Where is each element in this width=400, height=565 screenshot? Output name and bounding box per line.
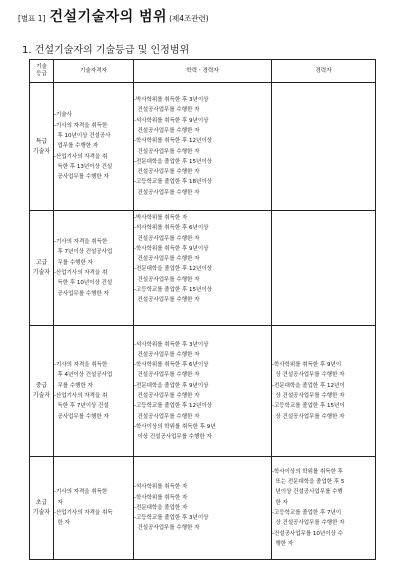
criteria-line: -학사학위를 취득한 후 9년이상 (134, 245, 209, 252)
grade-cell (30, 457, 54, 560)
criteria-line: -산업기사의 자격을 취 (54, 393, 108, 399)
criteria-line: 공사업무를 수행한 자 (54, 413, 109, 420)
qualification-cell (54, 457, 134, 560)
criteria-line: 건설공사업무를 수행한 자 (134, 372, 200, 379)
table-body (30, 83, 376, 560)
criteria-line: -석사학위를 취득한 자 (134, 484, 188, 491)
criteria-line: 후 10년이상 건설공사 (54, 133, 111, 140)
criteria-line: -기사의 자격을 취득한 (54, 239, 108, 246)
criteria-line: -기사의 자격을 취득한 (54, 489, 108, 496)
technician-grade-table (29, 59, 376, 560)
criteria-line: 건설공사업무를 수행한 자 (134, 127, 200, 134)
criteria-line: -박사학위를 취득한 후 3년이상 (134, 97, 209, 104)
document-title: 건설기술자의 범위 (49, 9, 168, 25)
grade-label-line: 기술자 (32, 147, 51, 155)
criteria-line: -건설공사업무를 10년이상 수 (272, 530, 343, 537)
criteria-line: 상 건설공사업무를 수행한 자 (272, 413, 345, 420)
grade-label-line: 기술자 (32, 392, 51, 399)
appendix-tag: [별표 1] (18, 14, 46, 23)
criteria-line: 건설공사업무를 수행한 자 (134, 393, 200, 399)
criteria-line: 건설공사업무를 수행한 자 (134, 107, 200, 114)
criteria-line: 건설공사업무를 수행한 자 (134, 297, 200, 304)
grade-cell (30, 83, 54, 211)
criteria-line: -고등학교를 졸업한 후 12년이상 (134, 403, 212, 410)
header-experience: 경력자 (272, 60, 376, 83)
grade-label-line: 기술자 (32, 509, 51, 516)
criteria-line: -전문대학을 졸업한 후 15년이상 (134, 158, 212, 165)
criteria-line: 무를 수행한 자 (54, 382, 93, 389)
criteria-line: 업무를 수행한 자 (54, 143, 99, 150)
criteria-line: -전문대학을 졸업한 후 9년이상 (134, 382, 209, 389)
criteria-line: 건설공사업무를 수행한 자 (134, 148, 200, 155)
criteria-line: 건설공사업무를 수행한 자 (134, 235, 200, 242)
criteria-line: 건설공사업무를 수행한 자 (134, 169, 200, 176)
criteria-line: 건설공사업무를 수행한 자 (134, 189, 200, 196)
criteria-line: 행한 자 (272, 540, 294, 547)
criteria-line: 자 (54, 499, 63, 506)
criteria-line: -기술사 (54, 112, 72, 119)
header-qualification: 기술자격자 (54, 60, 134, 83)
criteria-line: 득한 후 7년이상 건설 (54, 403, 109, 410)
header-grade-line: 기술 (36, 64, 47, 70)
table-row (30, 326, 376, 457)
grade-label-line: 중급 (35, 382, 48, 389)
criteria-line: -고등학교를 졸업한 후 3년이상 (134, 515, 209, 522)
grade-label-line: 고급 (35, 259, 48, 266)
qualification-cell (54, 326, 134, 457)
criteria-line: -석사학위를 취득한 후 9년이상 (134, 117, 209, 124)
header-grade (30, 60, 54, 83)
table-header-row (30, 60, 376, 83)
criteria-line: 공사업무를 수행한 자 (54, 290, 109, 297)
grade-label-line: 초급 (35, 499, 48, 506)
criteria-line: 한 자 (54, 520, 70, 527)
criteria-line: -고등학교를 졸업한 후 15년이 (272, 403, 345, 410)
criteria-line: -학사이상의 학위를 취득한 후 9년 (134, 423, 216, 430)
criteria-line: 공사업무를 수행한 자 (54, 174, 109, 181)
header-academic: 학력ㆍ경력자 (134, 60, 272, 83)
criteria-line: -고등학교를 졸업한 후 15년이상 (134, 287, 212, 294)
criteria-line: -석사학위를 취득한 후 6년이상 (134, 225, 209, 232)
criteria-line: -전문대학을 졸업한 자 (134, 504, 188, 511)
criteria-line: 후 4년이상 건설공사업 (54, 372, 113, 379)
criteria-line: 이상 건설공사업무를 수행한 자 (134, 434, 212, 441)
criteria-line: 득한 후 13년이상 건설 (54, 163, 113, 170)
grade-label-line: 기술자 (32, 269, 51, 276)
document-header (18, 6, 209, 32)
grade-cell (30, 326, 54, 457)
criteria-line: 또는 전문대학을 졸업한 후 5 (272, 479, 345, 486)
criteria-line: -산업기사의 자격을 취 (54, 270, 108, 276)
criteria-line: -산업기사의 자격을 취 (54, 153, 108, 160)
qualification-cell (54, 83, 134, 211)
criteria-line: -학사학위를 취득한 자 (134, 494, 188, 501)
criteria-line: 건설공사업무를 수행한 자 (134, 351, 200, 358)
criteria-line: -고등학교를 졸업한 후 18년이상 (134, 179, 212, 186)
experience-cell (272, 211, 376, 326)
article-reference: (제4조관련) (169, 14, 209, 23)
header-grade-line: 등급 (36, 71, 47, 77)
experience-cell (272, 83, 376, 211)
criteria-line: 건설공사업무를 수행한 자 (134, 413, 200, 420)
criteria-line: 한 자 (272, 499, 288, 506)
criteria-line: -학사학위를 취득한 후 9년이 (272, 362, 342, 369)
academic-cell (134, 457, 272, 560)
criteria-line: -전문대학을 졸업한 후 12년이 (272, 382, 345, 389)
criteria-line: 무를 수행한 자 (54, 259, 93, 266)
criteria-line: 건설공사업무를 수행한 자 (134, 525, 200, 532)
section-title: 1. 건설기술자의 기술등급 및 인정범위 (22, 45, 190, 56)
academic-cell (134, 83, 272, 211)
grade-label-line: 특급 (35, 137, 48, 145)
criteria-line: 득한 후 10년이상 건설 (54, 280, 113, 287)
criteria-line: -학사학위를 취득한 후 6년이상 (134, 362, 209, 369)
qualification-cell (54, 211, 134, 326)
experience-cell (272, 457, 376, 560)
grade-cell (30, 211, 54, 326)
table-row (30, 83, 376, 211)
criteria-line: 년이상 건설공사업무를 수행 (272, 489, 343, 496)
criteria-line: -전문대학을 졸업한 후 12년이상 (134, 266, 212, 273)
criteria-line: -학사이상의 학위를 취득한 후 (272, 468, 343, 475)
criteria-line: 건설공사업무를 수행한 자 (134, 256, 200, 263)
academic-cell (134, 211, 272, 326)
criteria-line: -산업기사의 자격을 취득 (54, 510, 113, 516)
criteria-line: -기사의 자격을 취득한 (54, 122, 108, 129)
criteria-line: -기사의 자격을 취득한 (54, 362, 108, 369)
criteria-line: 상 건설공사업무를 수행한 자 (272, 372, 345, 379)
experience-cell (272, 326, 376, 457)
criteria-line: -고등학교를 졸업한 후 7년이 (272, 510, 342, 516)
criteria-line: -학사학위를 취득한 후 12년이상 (134, 138, 212, 145)
table-row (30, 211, 376, 326)
criteria-line: 건설공사업무를 수행한 자 (134, 276, 200, 283)
table-row (30, 457, 376, 560)
academic-cell (134, 326, 272, 457)
criteria-line: 상 건설공사업무를 수행한 자 (272, 393, 345, 399)
criteria-line: 상 건설공사업무를 수행한 자 (272, 520, 345, 527)
criteria-line: 후 7년이상 건설공사업 (54, 249, 113, 256)
criteria-line: -박사학위를 취득한 자 (134, 215, 188, 221)
criteria-line: -석사학위를 취득한 후 3년이상 (134, 341, 209, 348)
